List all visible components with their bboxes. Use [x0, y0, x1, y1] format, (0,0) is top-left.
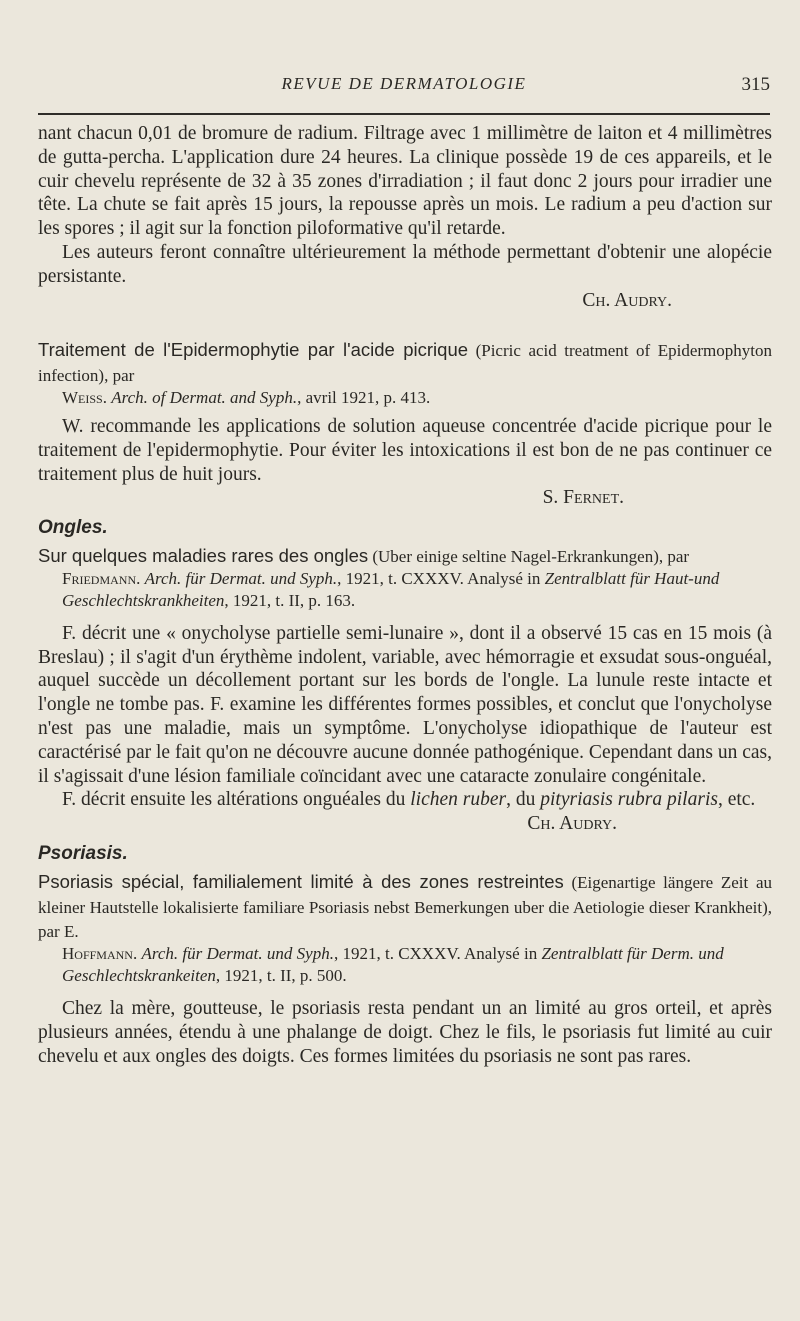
- article-title: Traitement de l'Epidermophytie par l'acide picrique: [38, 339, 469, 361]
- citation-part: , 1921, t. II, p. 163.: [224, 590, 356, 610]
- article-body: W. recommande les applications de solution aqueuse concentrée d'acide picrique pour le traitement de l'epidermophytie. Pour éviter les intoxications il est bon de ne pas continuer ce traitement plus de huit jours.: [38, 415, 772, 485]
- citation-part: , 1921, t. CXXXV. Analysé in: [333, 944, 542, 964]
- text-run-italic: lichen ruber: [410, 789, 507, 811]
- article-title: Psoriasis spécial, familialement limité à des zones restreintes: [38, 870, 564, 892]
- citation-part: (Eigenartige längere Zeit au kleiner Hautstelle lokalisierte familiare Psoriasis nebst Bemerkungen uber die Aetiologie dieser Krankheit), par E.: [38, 872, 772, 942]
- citation-part: (Uber einige seltine Nagel-Erkrankungen), par: [368, 546, 690, 566]
- citation-journal: Arch. of Dermat. and Syph.: [111, 387, 298, 407]
- citation-part: , 1921, t. II, p. 500.: [215, 966, 347, 986]
- signature: Ch. Audry.: [582, 289, 672, 311]
- text-run: , du: [506, 789, 541, 811]
- section-heading: Ongles.: [38, 517, 108, 539]
- citation-part: (Picric acid treatment of Epidermophyton infection), par: [38, 341, 772, 386]
- section-heading: Psoriasis.: [38, 842, 128, 864]
- continuation-paragraph-2: Les auteurs feront connaître ultérieurement la méthode permettant d'obtenir une alopécie persistante.: [38, 241, 772, 287]
- article-title: Sur quelques maladies rares des ongles: [38, 544, 369, 566]
- article-body: Chez la mère, goutteuse, le psoriasis resta pendant un an limité au gros orteil, et après plusieurs années, étendu à une phalange de doigt. Chez le fils, le psoriasis fut limité au cuir chevelu et aux ongles des doigts. Ces formes limitées du psoriasis ne sont pas rares.: [38, 998, 772, 1067]
- signature: Ch. Audry.: [527, 813, 617, 835]
- text-run-italic: pityriasis rubra pilaris: [540, 789, 718, 811]
- citation-part: .: [102, 387, 112, 407]
- citation-journal: Arch. für Dermat. und Syph.: [144, 568, 338, 588]
- citation-part: , avril 1921, p. 413.: [297, 387, 431, 407]
- article-body-2: [38, 788, 772, 812]
- text-run: , etc.: [717, 789, 756, 811]
- article-citation: [38, 943, 772, 987]
- article-heading: [38, 544, 772, 569]
- running-title: REVUE DE DERMATOLOGIE: [281, 74, 527, 93]
- page-header: [38, 74, 770, 102]
- citation-author: Weiss: [62, 387, 103, 407]
- text-run: F. décrit ensuite les altérations onguéales du: [62, 789, 411, 811]
- article-citation: [38, 387, 772, 409]
- citation-part: .: [132, 944, 142, 964]
- citation-author: Friedmann: [62, 568, 137, 588]
- citation-journal: Arch. für Dermat. und Syph.: [141, 944, 334, 964]
- article-body: F. décrit une « onycholyse partielle semi-lunaire », dont il a observé 15 cas en 15 mois (à Breslau) ; il s'agit d'un érythème indolent, variable, avec hémorragie et exsudat sous-onguéal, auquel succède un décollement portant sur les bords de l'ongle. La lunule reste intacte et l'ongle ne tombe pas. F. examine les différentes formes possibles, et conclut que l'onycholyse n'est pas une maladie, mais un symptôme. L'onycholyse idiopathique de l'auteur est caractérisé par le fait qu'on ne découvre aucune donnée pathogénique. Cependant dans un cas, il s'agissait d'une lésion familiale coïncidant avec une cataracte zonulaire congénitale.: [38, 622, 772, 787]
- signature: S. Fernet.: [542, 487, 624, 509]
- article-heading: [38, 338, 772, 388]
- citation-part: , 1921, t. CXXXV. Analysé in: [337, 568, 545, 588]
- article-citation: [38, 568, 772, 612]
- citation-part: .: [136, 568, 145, 588]
- continuation-paragraph: nant chacun 0,01 de bromure de radium. Filtrage avec 1 millimètre de laiton et 4 millimètres de gutta-percha. L'application dure 24 heures. La clinique possède 19 de ces appareils, et le cuir chevelu représente de 32 à 35 zones d'irradiation ; il faut donc 2 jours pour irradier une tête. La chute se fait après 15 jours, la repousse après un mois. Le radium a peu d'action sur les spores ; il agit sur la fonction piloformative qu'il retarde.: [38, 123, 772, 240]
- citation-journal: Zentralblatt für Derm. und Geschlechtskrankeiten: [62, 944, 724, 986]
- page-number: 315: [741, 74, 770, 95]
- citation-journal: Zentralblatt für Haut-und Geschlechtskrankheiten: [62, 568, 720, 610]
- article-heading: [38, 870, 772, 944]
- header-rule: [38, 113, 770, 115]
- page-body: [38, 122, 772, 1069]
- citation-author: Hoffmann: [62, 944, 133, 964]
